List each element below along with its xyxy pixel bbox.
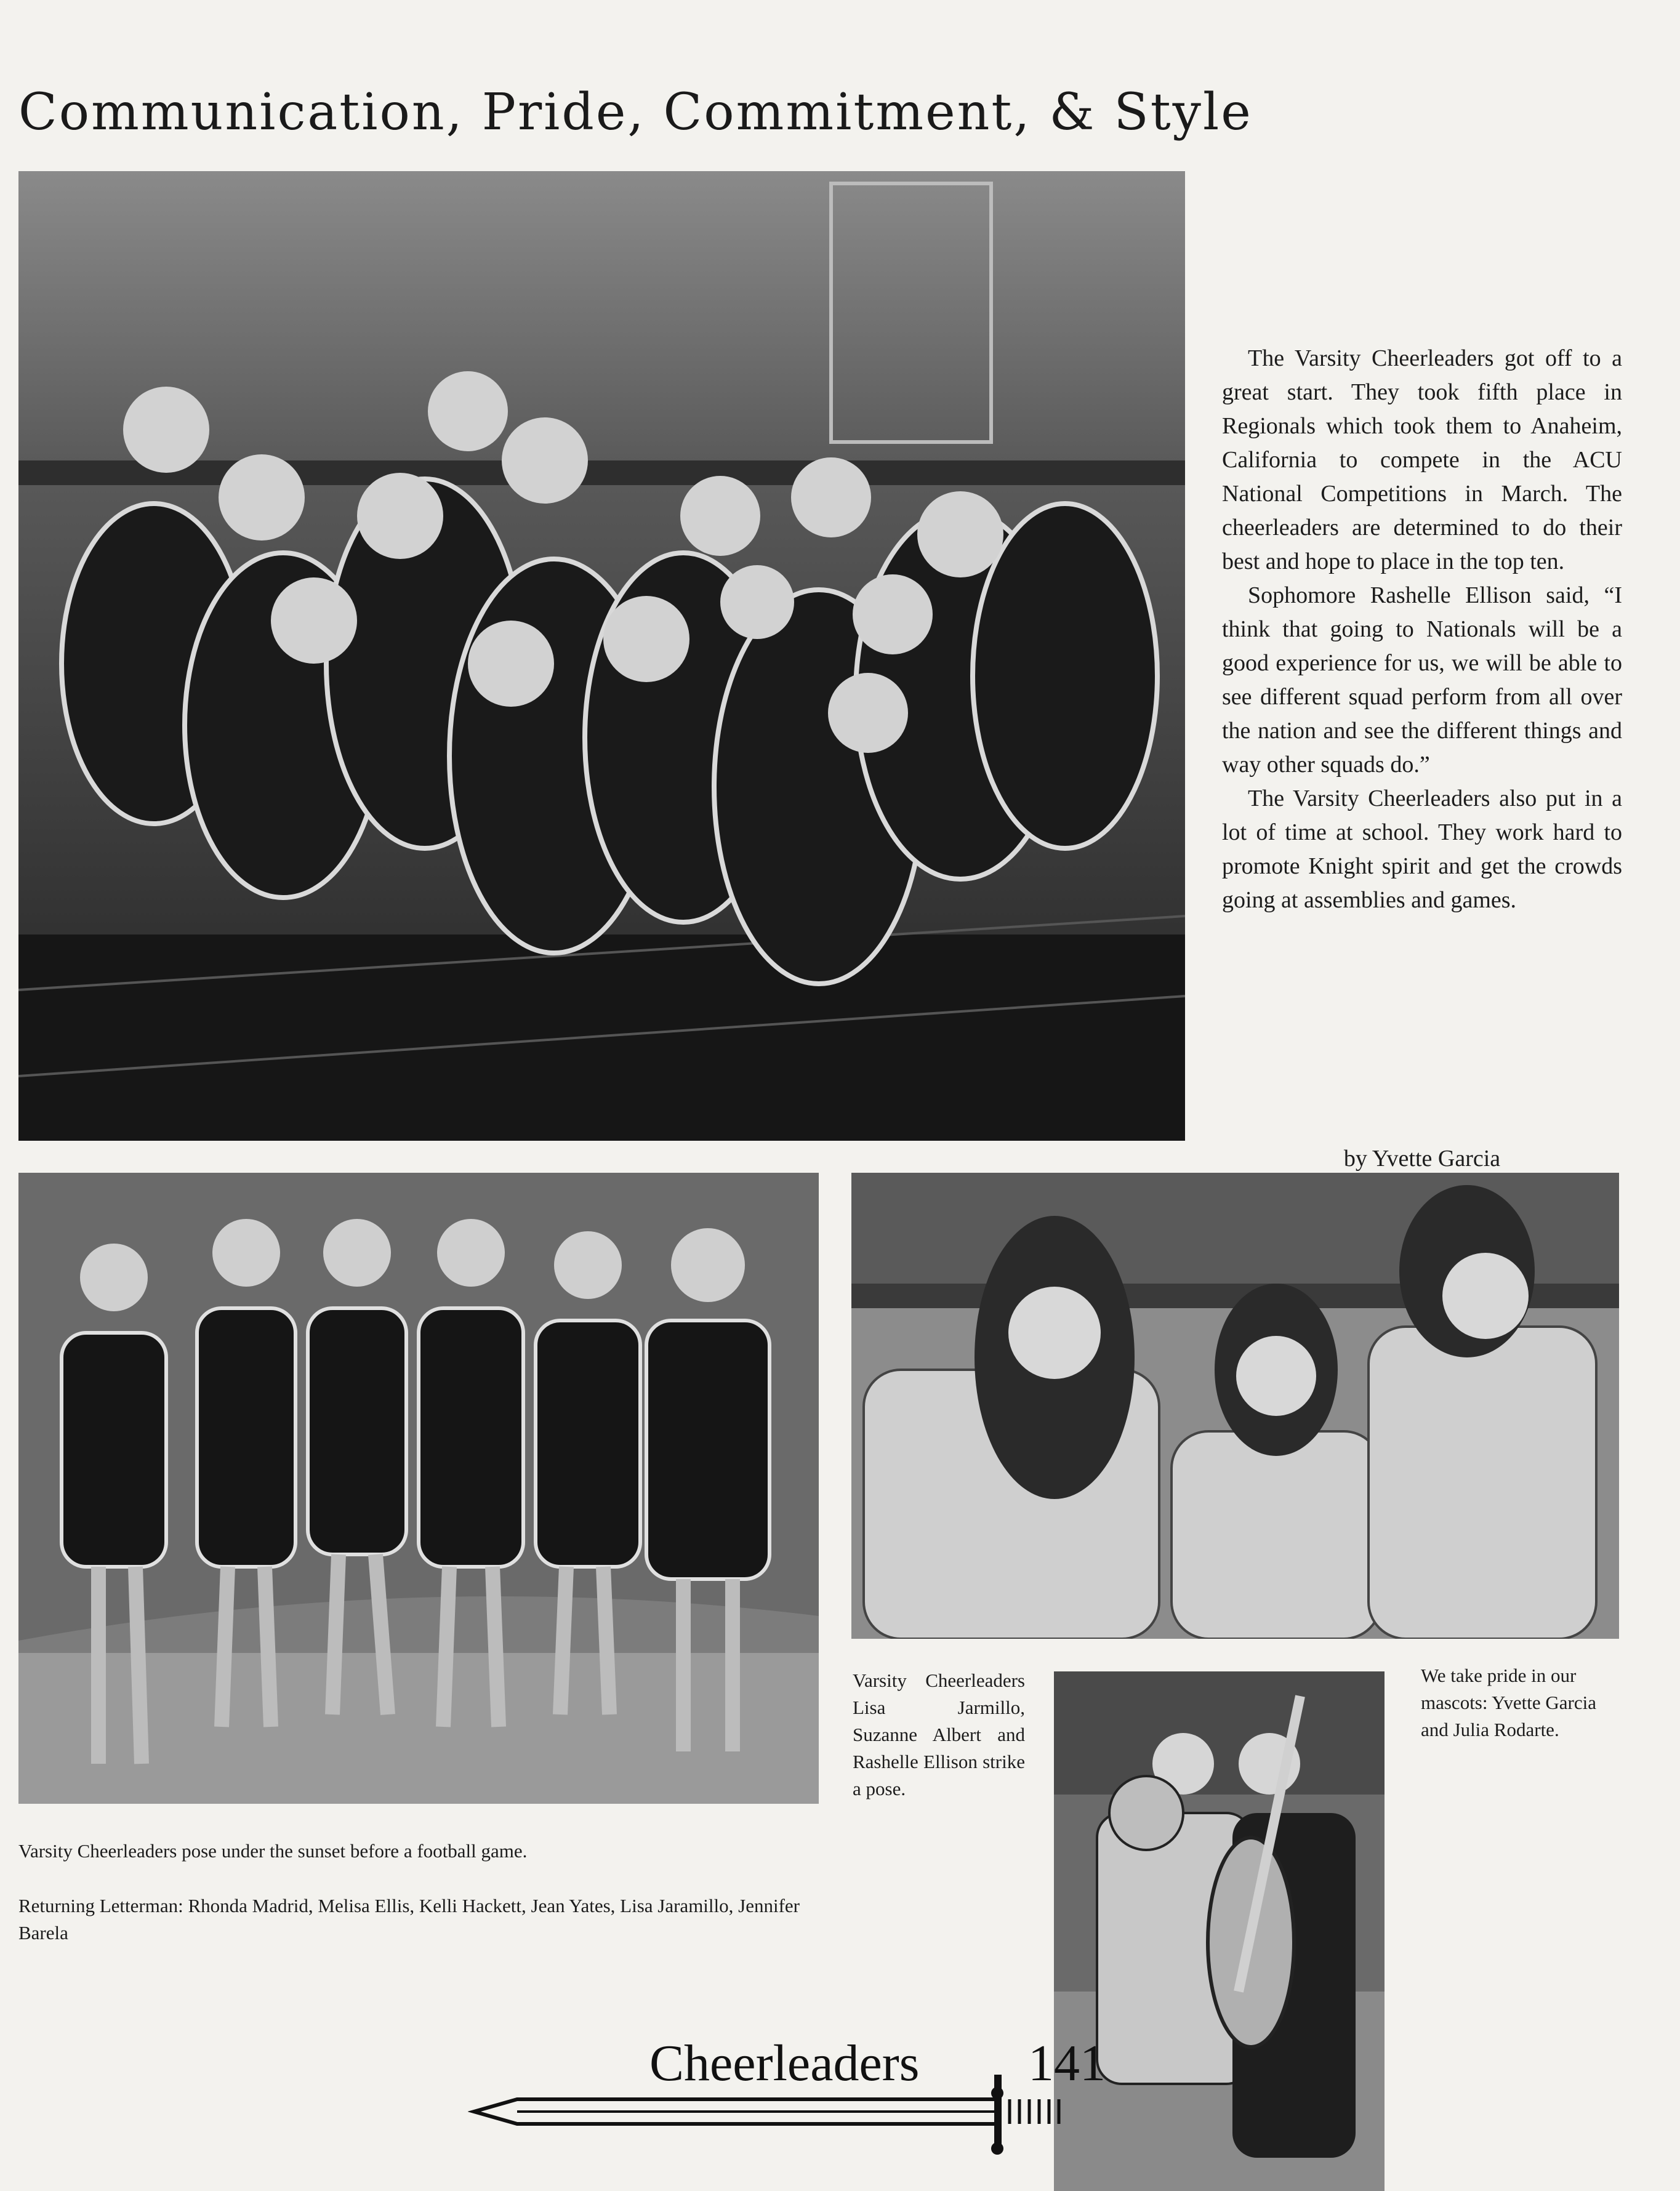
article-paragraph: The Varsity Cheerleaders also put in a lot of time at school. They work hard to promote Knight spirit and get the crowds going at assemblies and games. <box>1222 786 1622 913</box>
page-headline: Communication, Pride, Commitment, & Style <box>18 83 1253 142</box>
article-body <box>1222 342 1622 917</box>
article-paragraph: The Varsity Cheerleaders got off to a great start. They took fifth place in Regionals which took them to Anaheim, California to compete in the ACU National Competitions in March. The cheerleaders are determined to do their best and hope to place in the top ten. <box>1222 345 1622 574</box>
letterman-photo-image <box>18 1173 819 1804</box>
page-number: 141 <box>1028 2035 1106 2092</box>
mascot-caption: We take pride in our mascots: Yvette Garcia and Julia Rodarte. <box>1421 1665 1596 1740</box>
sword-ornament-icon <box>468 2068 1102 2155</box>
letterman-caption: Returning Letterman: Rhonda Madrid, Melisa Ellis, Kelli Hackett, Jean Yates, Lisa Jaramillo, Jennifer Barela <box>18 1895 800 1944</box>
group-photo-caption: Varsity Cheerleaders pose under the sunset before a football game. <box>18 1840 528 1862</box>
mascot-photo-image <box>1054 1671 1385 2191</box>
section-title: Cheerleaders <box>649 2035 920 2092</box>
three-girls-photo-image <box>851 1173 1619 1639</box>
mascot-photo <box>1054 1671 1385 2191</box>
three-girls-photo <box>851 1173 1619 1639</box>
article-byline: by Yvette Garcia <box>1343 1146 1501 1172</box>
article-paragraph: Sophomore Rashelle Ellison said, “I think that going to Nationals will be a good experience for us, we will be able to see different squad perform from all over the nation and see the different things and way other squads do.” <box>1222 582 1622 778</box>
main-group-photo <box>18 171 1185 1141</box>
main-group-photo-image <box>18 171 1185 1141</box>
letterman-photo <box>18 1173 819 1804</box>
three-girls-caption: Varsity Cheerleaders Lisa Jarmillo, Suzanne Albert and Rashelle Ellison strike a pose. <box>853 1670 1025 1799</box>
